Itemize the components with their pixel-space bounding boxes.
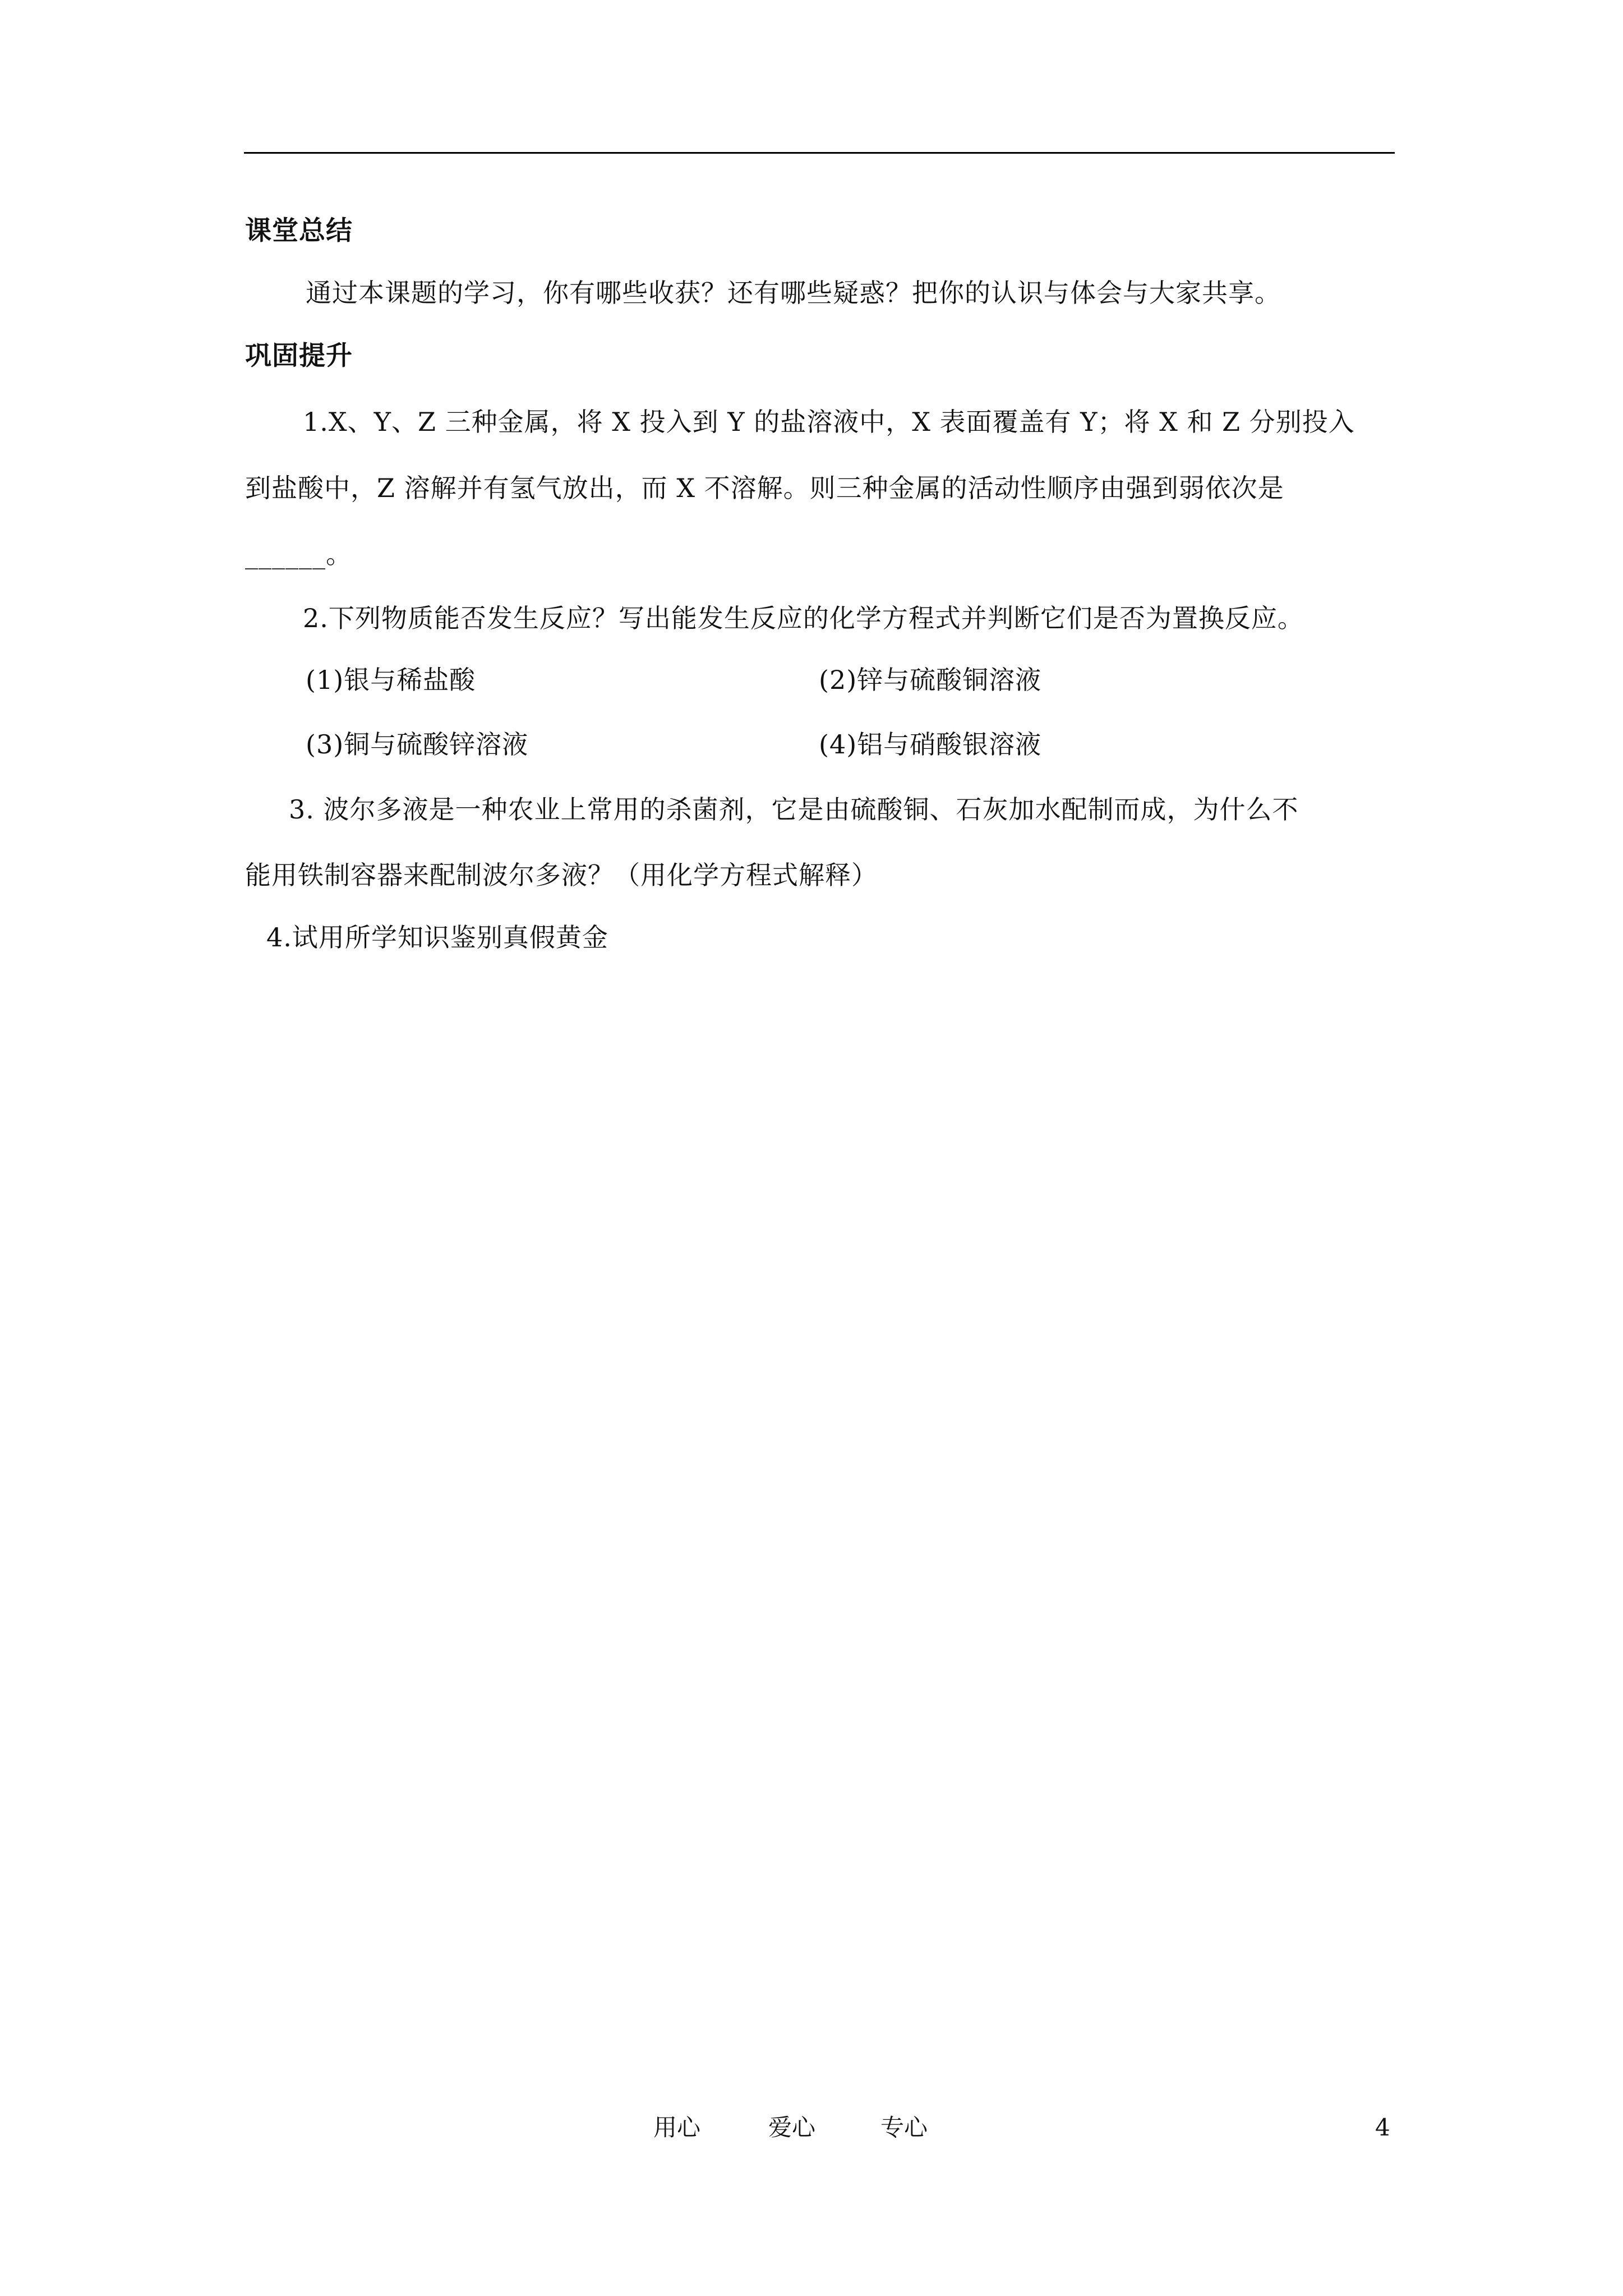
question-2-stem: 2.下列物质能否发生反应？写出能发生反应的化学方程式并判断它们是否为置换反应。 xyxy=(303,603,1304,633)
question-2-item-1: (1)银与稀盐酸 xyxy=(306,665,476,695)
question-2-item-2: (2)锌与硫酸铜溶液 xyxy=(819,665,1042,695)
header-rule xyxy=(244,152,1395,154)
footer-motto-3: 专心 xyxy=(880,2114,928,2141)
question-2-item-3: (3)铜与硫酸锌溶液 xyxy=(306,729,529,760)
question-3-line-2: 能用铁制容器来配制波尔多液？（用化学方程式解释） xyxy=(245,860,878,890)
question-2-item-4: (4)铝与硝酸银溶液 xyxy=(819,729,1042,760)
question-1-line-1: 1.X、Y、Z 三种金属，将 X 投入到 Y 的盐溶液中，X 表面覆盖有 Y；将 X 和 Z 分别投入 xyxy=(303,407,1355,437)
summary-heading: 课堂总结 xyxy=(245,215,353,246)
question-4: 4.试用所学知识鉴别真假黄金 xyxy=(266,922,608,953)
question-1-line-2: 到盐酸中，Z 溶解并有氢气放出，而 X 不溶解。则三种金属的活动性顺序由强到弱依次是 xyxy=(245,473,1284,503)
page-number: 4 xyxy=(1375,2114,1390,2141)
question-3-line-1: 3. 波尔多液是一种农业上常用的杀菌剂，它是由硫酸铜、石灰加水配制而成，为什么不 xyxy=(289,794,1299,825)
footer-motto-1: 用心 xyxy=(653,2114,701,2141)
footer-motto-2: 爱心 xyxy=(768,2114,816,2141)
question-1-line-3: ______。 xyxy=(245,539,352,569)
summary-text: 通过本课题的学习，你有哪些收获？还有哪些疑惑？把你的认识与体会与大家共享。 xyxy=(306,278,1281,308)
practice-heading: 巩固提升 xyxy=(245,341,353,371)
